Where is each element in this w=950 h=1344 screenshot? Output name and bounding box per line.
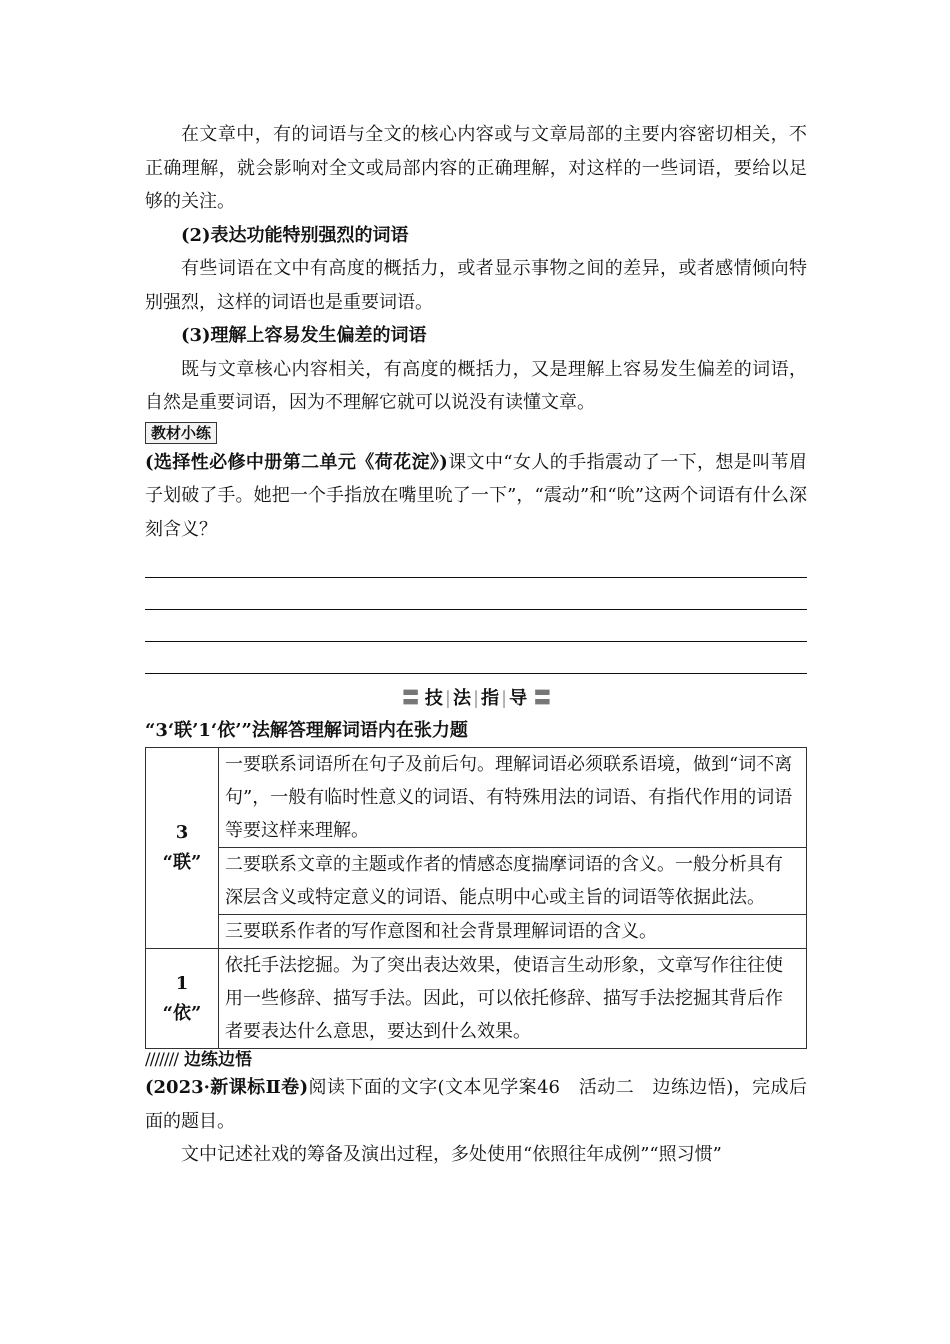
group-yi-label-cell [146, 949, 219, 1049]
practice-source: (2023·新课标Ⅱ卷) [145, 1077, 309, 1098]
exercise-question: 课文中“女人的手指震动了一下，想是叫苇眉子划破了手。她把一个手指放在嘴里吮了一下”，“震动”和“吮”这两个词语有什么深刻含义？ [145, 451, 807, 540]
answer-area[interactable] [145, 546, 807, 674]
method-title: “3‘联’1‘依’”法解答理解词语内在张力题 [145, 720, 468, 741]
practice-paragraph [145, 1071, 807, 1138]
exercise-tag-wrapper [145, 420, 807, 446]
group-yi-label: “依” [162, 1002, 202, 1024]
paragraph-expressive-words: 有些词语在文中有高度的概括力，或者显示事物之间的差异，或者感情倾向特别强烈，这样的词语也是重要词语。 [145, 258, 807, 313]
banner-char: 指 [481, 688, 500, 709]
exercise-tag: 教材小练 [145, 422, 217, 444]
banner-char: 技 [424, 688, 443, 709]
practice-tag [145, 1049, 807, 1071]
answer-line[interactable] [145, 642, 807, 674]
document-content [145, 118, 807, 1172]
table-row [146, 915, 807, 949]
section-banner [145, 684, 807, 714]
practice-tag-label: 边练边悟 [184, 1050, 253, 1070]
table-row [146, 949, 807, 1049]
method-cell: 三要联系作者的写作意图和社会背景理解词语的含义。 [219, 915, 807, 949]
group-lian-number: 3 [175, 822, 189, 843]
final-paragraph: 文中记述社戏的筹备及演出过程，多处使用“依照往年成例”“照习惯” [181, 1144, 722, 1165]
answer-line[interactable] [145, 546, 807, 578]
intro-paragraph: 在文章中，有的词语与全文的核心内容或与文章局部的主要内容密切相关，不正确理解，就会影响对全文或局部内容的正确理解，对这样的一些词语，要给以足够的关注。 [145, 124, 807, 212]
group-lian-label-cell [146, 748, 219, 949]
banner-separator: | [501, 688, 508, 709]
group-yi-number: 1 [175, 972, 189, 994]
banner-char: 导 [509, 688, 528, 709]
method-table [145, 747, 807, 1049]
table-row [146, 748, 807, 848]
practice-slashes: /////// [145, 1050, 179, 1070]
answer-line[interactable] [145, 578, 807, 610]
banner-decoration-right: 〓 [533, 688, 551, 709]
exercise-source: (选择性必修中册第二单元《荷花淀》) [145, 451, 448, 473]
paragraph-misunderstood-words: 既与文章核心内容相关，有高度的概括力，又是理解上容易发生偏差的词语，自然是重要词语，因为不理解它就可以说没有读懂文章。 [145, 358, 807, 413]
answer-line[interactable] [145, 610, 807, 642]
practice-text: 阅读下面的文字(文本见学案46 活动二 边练边悟)，完成后面的题目。 [145, 1077, 807, 1132]
group-lian-label: “联” [162, 852, 202, 873]
banner-decoration-left: 〓 [401, 688, 419, 709]
method-cell: 一要联系词语所在句子及前后句。理解词语必须联系语境，做到“词不离句”，一般有临时性意义的词语、有特殊用法的词语、有指代作用的词语等要这样来理解。 [219, 748, 807, 848]
banner-separator: | [444, 688, 451, 709]
banner-separator: | [472, 688, 480, 709]
banner-char: 法 [452, 688, 471, 709]
heading-misunderstood-words: (3)理解上容易发生偏差的词语 [181, 325, 427, 346]
method-cell: 依托手法挖掘。为了突出表达效果，使语言生动形象，文章写作往往使用一些修辞、描写手法。因此，可以依托修辞、描写手法挖掘其背后作者要表达什么意思，要达到什么效果。 [219, 949, 807, 1049]
method-cell: 二要联系文章的主题或作者的情感态度揣摩词语的含义。一般分析具有深层含义或特定意义的词语、能点明中心或主旨的词语等依据此法。 [219, 848, 807, 915]
heading-expressive-words: (2)表达功能特别强烈的词语 [181, 224, 409, 246]
exercise-question-paragraph [145, 446, 807, 547]
table-row [146, 848, 807, 915]
